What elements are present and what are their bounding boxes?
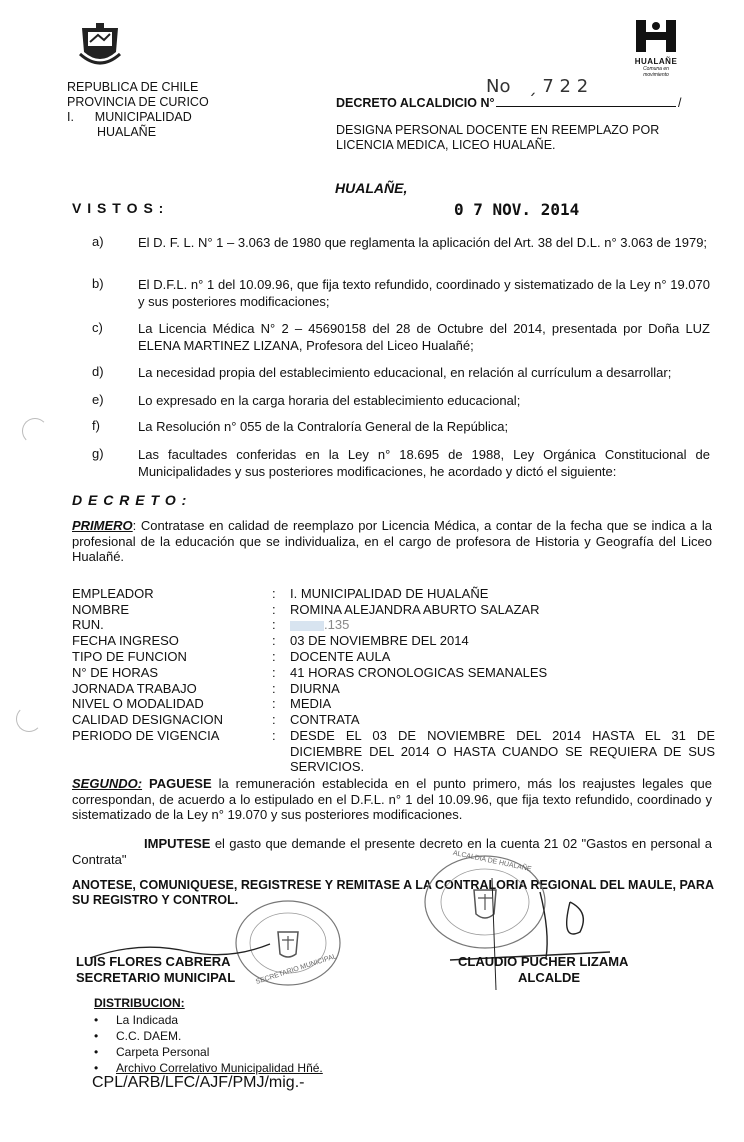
vistos-letter: g) <box>92 446 104 461</box>
logo-tagline: Comuna en movimiento <box>643 66 669 78</box>
field-value: DOCENTE AULA <box>290 649 391 664</box>
segundo-label: SEGUNDO: <box>72 776 143 791</box>
field-label: EMPLEADOR <box>72 586 154 601</box>
field-label: NIVEL O MODALIDAD <box>72 696 204 711</box>
alcalde-title: ALCALDE <box>518 970 581 985</box>
field-label: RUN. <box>72 617 104 632</box>
field-value: DIURNA <box>290 681 340 696</box>
vistos-letter: c) <box>92 320 103 335</box>
decree-label: DECRETO ALCALDICIO N° <box>336 96 495 110</box>
org-block <box>67 80 209 140</box>
field-value: I. MUNICIPALIDAD DE HUALAÑE <box>290 586 489 601</box>
logo-name: HUALAÑE <box>634 57 678 66</box>
hualane-logo-icon <box>634 18 678 54</box>
segundo-paragraph <box>72 776 712 823</box>
decree-subject: DESIGNA PERSONAL DOCENTE EN REEMPLAZO POR LICENCIA MEDICA, LICEO HUALAÑE. <box>336 123 660 152</box>
vistos-letter: b) <box>92 276 104 291</box>
primero-text: : Contratase en calidad de reemplazo por Licencia Médica, a contar de la fecha que se indica a la profesional de la educación que se individualiza, en el cargo de profesora de Historia y Geografía del Liceo Hualañé. <box>72 518 712 564</box>
decree-underline <box>496 106 676 107</box>
field-value <box>290 617 715 633</box>
field-label: N° DE HORAS <box>72 665 159 680</box>
segundo-bold: PAGUESE <box>142 776 212 791</box>
distribution-item: • Archivo Correlativo Municipalidad Hñé. <box>116 1060 323 1076</box>
secretary-name: LUIS FLORES CABRERA <box>76 954 231 969</box>
primero-label: PRIMERO <box>72 518 133 533</box>
field-label: FECHA INGRESO <box>72 633 179 648</box>
decreto-heading: D E C R E T O : <box>72 492 188 508</box>
imputese-text: el gasto que demande el presente decreto en la cuenta 21 02 "Gastos en personal a Contrata" <box>72 836 712 867</box>
secretary-stamp-text: SECRETARIO MUNICIPAL <box>254 953 338 986</box>
org-line: I. MUNICIPALIDAD <box>67 110 192 124</box>
vistos-heading: V I S T O S : <box>72 200 165 216</box>
distribution-heading: DISTRIBUCION: <box>94 996 185 1010</box>
org-line: HUALAÑE <box>97 125 157 139</box>
initials: CPL/ARB/LFC/AJF/PMJ/mig.- <box>92 1074 305 1091</box>
vistos-text: El D. F. L. N° 1 – 3.063 de 1980 que reglamenta la aplicación del Art. 38 del D.L. n° 3.063 de 1979; <box>138 235 708 250</box>
field-label: CALIDAD DESIGNACION <box>72 712 223 727</box>
field-label: PERIODO DE VIGENCIA <box>72 728 220 743</box>
field-value: DESDE EL 03 DE NOVIEMBRE DEL 2014 HASTA EL 31 DE DICIEMBRE DEL 2014 O HASTA CUANDO SE REQUIERA DE SUS SERVICIOS. <box>290 728 715 774</box>
decree-number: No ˏ 7 2 2 <box>486 76 589 97</box>
imputese-paragraph <box>72 836 712 867</box>
distribution-item: • C.C. DAEM. <box>116 1028 323 1044</box>
field-value: 03 DE NOVIEMBRE DEL 2014 <box>290 633 469 648</box>
distribution-item: • La Indicada <box>116 1012 323 1028</box>
primero-paragraph <box>72 518 712 565</box>
imputese-bold: IMPUTESE <box>144 836 211 851</box>
decree-date: 0 7 NOV. 2014 <box>454 200 580 219</box>
field-value: MEDIA <box>290 696 332 711</box>
decree-underline-slash: / <box>678 96 682 110</box>
org-line: PROVINCIA DE CURICO <box>67 95 209 109</box>
secretary-title: SECRETARIO MUNICIPAL <box>76 970 236 985</box>
field-value: ROMINA ALEJANDRA ABURTO SALAZAR <box>290 602 540 617</box>
vistos-letter: d) <box>92 364 104 379</box>
field-value: 41 HORAS CRONOLOGICAS SEMANALES <box>290 665 548 680</box>
punch-mark <box>16 706 42 732</box>
vistos-letter: f) <box>92 418 100 433</box>
place: HUALAÑE, <box>335 180 408 196</box>
vistos-text: La Licencia Médica N° 2 – 45690158 del 28 de Octubre del 2014, presentada por Doña LUZ ELENA MARTINEZ LIZANA, Profesora del Liceo Hualañé; <box>138 321 710 353</box>
alcalde-name: CLAUDIO PUCHER LIZAMA <box>458 954 629 969</box>
vistos-letter: a) <box>92 234 104 249</box>
field-label: JORNADA TRABAJO <box>72 681 197 696</box>
field-value: CONTRATA <box>290 712 360 727</box>
vistos-text: Las facultades conferidas en la Ley n° 18.695 de 1988, Ley Orgánica Constitucional de Municipalidades y sus posteriores modificaciones, he acordado y dictó el siguiente: <box>138 447 710 479</box>
hualane-logo <box>630 18 682 78</box>
distribution-list <box>92 1012 323 1076</box>
municipal-emblem <box>78 22 122 68</box>
org-line: REPUBLICA DE CHILE <box>67 80 199 94</box>
alcalde-stamp-text: ALCALDIA DE HUALAÑE <box>452 849 533 874</box>
run-redaction <box>290 621 324 631</box>
distribution-item: • Carpeta Personal <box>116 1044 323 1060</box>
run-value: .135 <box>324 617 350 632</box>
anotese-paragraph: ANOTESE, COMUNIQUESE, REGISTRESE Y REMITASE A LA CONTRALORIA REGIONAL DEL MAULE, PARA SU REGISTRO Y CONTROL. <box>72 878 714 907</box>
segundo-text: la remuneración establecida en el punto primero, más los reajustes legales que correspondan, de acuerdo a lo estipulado en el D.F.L. n° 1 del 10.09.96, que fija texto refundido, coordinado y sistematizado de la Ley n° 19.070 y sus posteriores modificaciones. <box>72 776 712 822</box>
vistos-text: La necesidad propia del establecimiento educacional, en relación al currículum a desarrollar; <box>138 365 672 380</box>
vistos-text: El D.F.L. n° 1 del 10.09.96, que fija texto refundido, coordinado y sistematizado de la Ley n° 19.070 y sus posteriores modificaciones; <box>138 277 710 309</box>
vistos-text: Lo expresado en la carga horaria del establecimiento educacional; <box>138 393 521 408</box>
field-label: NOMBRE <box>72 602 130 617</box>
vistos-text: La Resolución n° 055 de la Contraloría General de la República; <box>138 419 509 434</box>
field-label: TIPO DE FUNCION <box>72 649 187 664</box>
punch-mark <box>22 418 48 444</box>
vistos-letter: e) <box>92 392 104 407</box>
